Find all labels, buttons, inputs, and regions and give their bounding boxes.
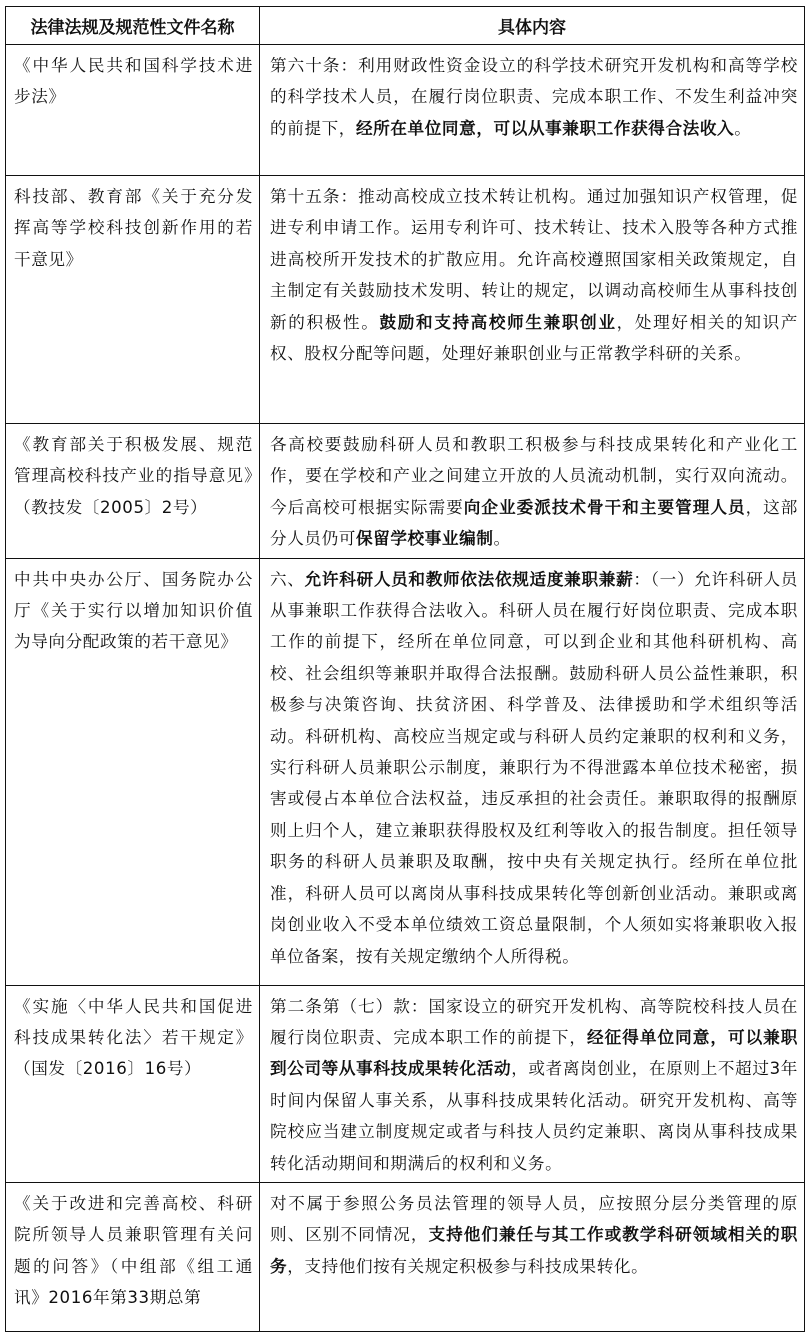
law-table bbox=[5, 6, 805, 1332]
law-name-cell: 《实施〈中华人民共和国促进科技成果转化法〉若干规定》（国发〔2016〕16号） bbox=[6, 985, 260, 1182]
content-segment: 第十五条：推动高校成立技术转让机构。通过加强知识产权管理，促进专利申请工作。运用专利许可、技术转让、技术入股等各种方式推进高校所开发技术的扩散应用。允许高校遵照国家相关政策规定，自主制定有关鼓励技术发明、转让的规定，以调动高校师生从事科技创新的积极性。 bbox=[270, 187, 798, 332]
table-row bbox=[6, 176, 805, 424]
law-content-cell bbox=[260, 985, 805, 1182]
law-name-cell: 《关于改进和完善高校、科研院所领导人员兼职管理有关问题的问答》（中组部《组工通讯》2016年第33期总第 bbox=[6, 1183, 260, 1332]
content-segment: 对不属于参照公务员法管理的领导人员，应按照分层分类管理的原则、区别不同情况， bbox=[270, 1194, 798, 1245]
content-segment: ，或者离岗创业，在原则上不超过3年时间内保留人事关系，从事科技成果转化活动。研究开发机构、高等院校应当建立制度规定或者与科技人员约定兼职、离岗从事科技成果转化活动期间和期满后的权利和义务。 bbox=[270, 1059, 798, 1173]
law-name-cell: 《教育部关于积极发展、规范管理高校科技产业的指导意见》（教技发〔2005〕2号） bbox=[6, 424, 260, 559]
table-row bbox=[6, 985, 805, 1182]
law-name-cell: 科技部、教育部《关于充分发挥高等学校科技创新作用的若干意见》 bbox=[6, 176, 260, 424]
header-content: 具体内容 bbox=[260, 7, 805, 45]
law-content-cell bbox=[260, 1183, 805, 1332]
content-emphasis: 经所在单位同意，可以从事兼职工作获得合法收入 bbox=[355, 118, 735, 138]
law-content-cell bbox=[260, 424, 805, 559]
table-header-row bbox=[6, 7, 805, 45]
table-row bbox=[6, 558, 805, 985]
content-segment: 。 bbox=[493, 529, 511, 549]
content-emphasis: 经征得单位同意，可以兼职到公司等从事科技成果转化活动 bbox=[270, 1028, 798, 1079]
content-segment: 各高校要鼓励科研人员和教职工积极参与科技成果转化和产业化工作，要在学校和产业之间建立开放的人员流动机制，实行双向流动。今后高校可根据实际需要 bbox=[270, 435, 798, 517]
content-segment: 六、 bbox=[270, 569, 305, 589]
table-row bbox=[6, 45, 805, 176]
content-emphasis: 支持他们兼任与其工作或教学科研领域相关的职务 bbox=[270, 1225, 798, 1276]
header-law-name: 法律法规及规范性文件名称 bbox=[6, 7, 260, 45]
law-content-cell bbox=[260, 176, 805, 424]
law-content-cell bbox=[260, 45, 805, 176]
content-segment: ，支持他们按有关规定积极参与科技成果转化。 bbox=[287, 1256, 649, 1276]
content-segment: 第六十条：利用财政性资金设立的科学技术研究开发机构和高等学校的科学技术人员，在履行岗位职责、完成本职工作、不发生利益冲突的前提下， bbox=[270, 56, 798, 138]
content-emphasis: 向企业委派技术骨干和主要管理人员 bbox=[463, 497, 746, 517]
content-segment: 。 bbox=[734, 118, 752, 138]
law-name-cell: 《中华人民共和国科学技术进步法》 bbox=[6, 45, 260, 176]
content-segment: 第二条第（七）款：国家设立的研究开发机构、高等院校科技人员在履行岗位职责、完成本职工作的前提下， bbox=[270, 996, 798, 1048]
content-emphasis: 允许科研人员和教师依法依规适度兼职兼薪 bbox=[304, 569, 634, 589]
content-segment: ，处理好相关的知识产权、股权分配等问题，处理好兼职创业与正常教学科研的关系。 bbox=[270, 312, 798, 364]
content-emphasis: 保留学校事业编制 bbox=[355, 529, 494, 549]
content-segment: ，这部分人员仍可 bbox=[270, 497, 798, 549]
content-segment: ：（一）允许科研人员从事兼职工作获得合法收入。科研人员在履行好岗位职责、完成本职工作的前提下，经所在单位同意，可以到企业和其他科研机构、高校、社会组织等兼职并取得合法报酬。鼓励科研人员公益性兼职，积极参与决策咨询、扶贫济困、科学普及、法律援助和学术组织等活动。科研机构、高校应当规定或与科研人员约定兼职的权利和义务，实行科研人员兼职公示制度，兼职行为不得泄露本单位技术秘密，损害或侵占本单位合法权益，违反承担的社会责任。兼职取得的报酬原则上归个人，建立兼职获得股权及红利等收入的报告制度。担任领导职务的科研人员兼职及取酬，按中央有关规定执行。经所在单位批准，科研人员可以离岗从事科技成果转化等创新创业活动。兼职或离岗创业收入不受本单位绩效工资总量限制，个人须如实将兼职收入报单位备案，按有关规定缴纳个人所得税。 bbox=[270, 569, 798, 966]
law-content-cell bbox=[260, 558, 805, 985]
content-emphasis: 鼓励和支持高校师生兼职创业 bbox=[379, 312, 617, 332]
table-row bbox=[6, 1183, 805, 1332]
table-row bbox=[6, 424, 805, 559]
law-name-cell: 中共中央办公厅、国务院办公厅《关于实行以增加知识价值为导向分配政策的若干意见》 bbox=[6, 558, 260, 985]
